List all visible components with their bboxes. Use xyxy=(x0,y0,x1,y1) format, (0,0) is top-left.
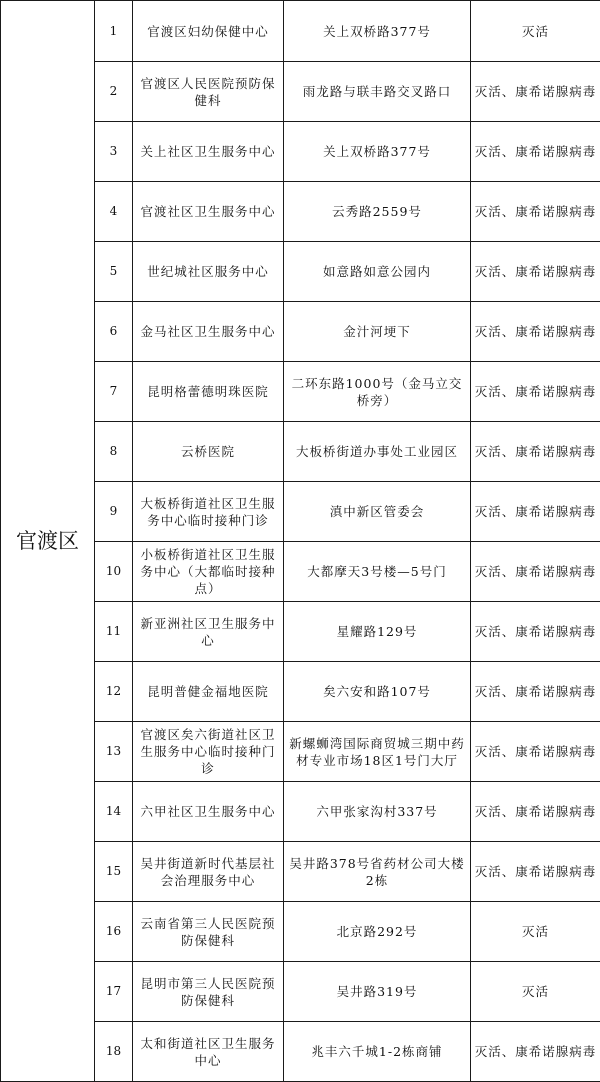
row-number-cell: 18 xyxy=(95,1022,133,1082)
vaccine-type-cell: 灭活、康希诺腺病毒 xyxy=(471,362,600,422)
table-row xyxy=(1,1,600,62)
vaccine-type-cell: 灭活、康希诺腺病毒 xyxy=(471,122,600,182)
vaccine-type-cell: 灭活、康希诺腺病毒 xyxy=(471,542,600,602)
row-number-cell: 14 xyxy=(95,782,133,842)
vaccine-type-cell: 灭活、康希诺腺病毒 xyxy=(471,1022,600,1082)
site-name-cell: 金马社区卫生服务中心 xyxy=(133,302,284,362)
row-number-cell: 16 xyxy=(95,902,133,962)
site-name-cell: 六甲社区卫生服务中心 xyxy=(133,782,284,842)
vaccine-type-cell: 灭活、康希诺腺病毒 xyxy=(471,662,600,722)
vaccine-type-cell: 灭活、康希诺腺病毒 xyxy=(471,182,600,242)
site-address-cell: 云秀路2559号 xyxy=(284,182,471,242)
vaccine-type-cell: 灭活 xyxy=(471,962,600,1022)
site-address-cell: 滇中新区管委会 xyxy=(284,482,471,542)
site-address-cell: 星耀路129号 xyxy=(284,602,471,662)
site-address-cell: 兆丰六千城1-2栋商铺 xyxy=(284,1022,471,1082)
site-address-cell: 关上双桥路377号 xyxy=(284,1,471,62)
row-number-cell: 17 xyxy=(95,962,133,1022)
row-number-cell: 3 xyxy=(95,122,133,182)
site-address-cell: 大都摩天3号楼—5号门 xyxy=(284,542,471,602)
site-name-cell: 关上社区卫生服务中心 xyxy=(133,122,284,182)
site-name-cell: 吴井街道新时代基层社会治理服务中心 xyxy=(133,842,284,902)
site-name-cell: 大板桥街道社区卫生服务中心临时接种门诊 xyxy=(133,482,284,542)
vaccine-type-cell: 灭活、康希诺腺病毒 xyxy=(471,782,600,842)
site-name-cell: 昆明市第三人民医院预防保健科 xyxy=(133,962,284,1022)
vaccine-type-cell: 灭活、康希诺腺病毒 xyxy=(471,482,600,542)
site-name-cell: 云南省第三人民医院预防保健科 xyxy=(133,902,284,962)
site-name-cell: 世纪城社区服务中心 xyxy=(133,242,284,302)
row-number-cell: 2 xyxy=(95,62,133,122)
row-number-cell: 9 xyxy=(95,482,133,542)
site-address-cell: 吴井路378号省药材公司大楼2栋 xyxy=(284,842,471,902)
site-address-cell: 大板桥街道办事处工业园区 xyxy=(284,422,471,482)
row-number-cell: 1 xyxy=(95,1,133,62)
row-number-cell: 7 xyxy=(95,362,133,422)
row-number-cell: 15 xyxy=(95,842,133,902)
site-address-cell: 关上双桥路377号 xyxy=(284,122,471,182)
site-address-cell: 六甲张家沟村337号 xyxy=(284,782,471,842)
row-number-cell: 13 xyxy=(95,722,133,782)
vaccine-type-cell: 灭活、康希诺腺病毒 xyxy=(471,842,600,902)
site-address-cell: 雨龙路与联丰路交叉路口 xyxy=(284,62,471,122)
district-cell: 官渡区 xyxy=(1,1,95,1082)
vaccine-type-cell: 灭活 xyxy=(471,1,600,62)
vaccine-type-cell: 灭活、康希诺腺病毒 xyxy=(471,62,600,122)
vaccine-type-cell: 灭活、康希诺腺病毒 xyxy=(471,242,600,302)
row-number-cell: 5 xyxy=(95,242,133,302)
vaccine-type-cell: 灭活 xyxy=(471,902,600,962)
row-number-cell: 12 xyxy=(95,662,133,722)
site-name-cell: 昆明普健金福地医院 xyxy=(133,662,284,722)
site-address-cell: 金汁河埂下 xyxy=(284,302,471,362)
site-address-cell: 如意路如意公园内 xyxy=(284,242,471,302)
vaccine-type-cell: 灭活、康希诺腺病毒 xyxy=(471,722,600,782)
site-name-cell: 云桥医院 xyxy=(133,422,284,482)
table-body xyxy=(1,1,600,1082)
site-address-cell: 吴井路319号 xyxy=(284,962,471,1022)
vaccine-type-cell: 灭活、康希诺腺病毒 xyxy=(471,422,600,482)
site-address-cell: 二环东路1000号（金马立交桥旁） xyxy=(284,362,471,422)
site-name-cell: 官渡区矣六街道社区卫生服务中心临时接种门诊 xyxy=(133,722,284,782)
site-address-cell: 矣六安和路107号 xyxy=(284,662,471,722)
site-name-cell: 太和街道社区卫生服务中心 xyxy=(133,1022,284,1082)
site-address-cell: 新螺蛳湾国际商贸城三期中药材专业市场18区1号门大厅 xyxy=(284,722,471,782)
site-name-cell: 昆明格蕾德明珠医院 xyxy=(133,362,284,422)
site-name-cell: 官渡社区卫生服务中心 xyxy=(133,182,284,242)
row-number-cell: 10 xyxy=(95,542,133,602)
site-name-cell: 官渡区人民医院预防保健科 xyxy=(133,62,284,122)
vaccine-type-cell: 灭活、康希诺腺病毒 xyxy=(471,302,600,362)
row-number-cell: 8 xyxy=(95,422,133,482)
vaccine-type-cell: 灭活、康希诺腺病毒 xyxy=(471,602,600,662)
site-name-cell: 官渡区妇幼保健中心 xyxy=(133,1,284,62)
row-number-cell: 11 xyxy=(95,602,133,662)
row-number-cell: 6 xyxy=(95,302,133,362)
site-address-cell: 北京路292号 xyxy=(284,902,471,962)
site-name-cell: 新亚洲社区卫生服务中心 xyxy=(133,602,284,662)
row-number-cell: 4 xyxy=(95,182,133,242)
site-name-cell: 小板桥街道社区卫生服务中心（大都临时接种点） xyxy=(133,542,284,602)
